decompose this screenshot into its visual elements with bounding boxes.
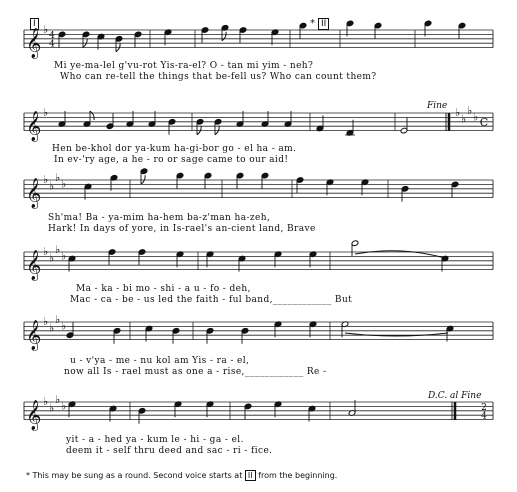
lyric-english-line-3: Hark! In days of yore, in Is-rael's an-cient land, Brave — [48, 224, 316, 234]
flat-icon: ♭ — [461, 112, 467, 126]
treble-clef-icon: 𝄞 — [26, 320, 42, 351]
lyric-hebrew-line-1: Mi ye-ma-lel g'vu-rot Yis-ra-el? O - tan mi yim - neh? — [54, 61, 314, 71]
flat-icon: ♭ — [49, 179, 55, 193]
time-signature-bottom: 4 — [481, 411, 487, 422]
time-signature-top: 4 — [49, 30, 55, 41]
footnote — [26, 471, 337, 480]
flat-icon: ♭ — [49, 251, 55, 265]
lyric-hebrew-line-6: yit - a - hed ya - kum le - hi - ga - el. — [66, 435, 244, 445]
flat-icon: ♭ — [473, 110, 479, 124]
fine-marking: Fine — [427, 101, 448, 111]
flat-icon: ♭ — [55, 312, 61, 326]
note-flag — [222, 32, 226, 41]
dc-al-fine-marking: D.C. al Fine — [428, 391, 482, 401]
flat-icon: ♭ — [55, 392, 61, 406]
rehearsal-mark-two: II — [318, 18, 329, 30]
treble-clef-icon: 𝄞 — [26, 400, 42, 431]
treble-clef-icon: 𝄞 — [26, 111, 42, 142]
flat-icon: ♭ — [55, 170, 61, 184]
flat-icon: ♭ — [455, 106, 461, 119]
flat-icon: ♭ — [61, 249, 67, 263]
footnote-text-before: This may be sung as a round. Second voice starts at — [32, 471, 243, 480]
footnote-asterisk: * — [26, 471, 30, 480]
flat-icon: ♭ — [43, 245, 49, 258]
time-signature-bottom: 4 — [49, 39, 55, 50]
flat-icon: ♭ — [43, 315, 49, 328]
common-time-icon: C — [479, 116, 489, 130]
treble-clef-icon: 𝄞 — [26, 250, 42, 281]
lyric-hebrew-line-3: Sh'ma! Ba - ya-mim ha-hem ba-z'man ha-zeh, — [48, 213, 271, 223]
flat-icon: ♭ — [61, 177, 67, 191]
treble-clef-icon: 𝄞 — [26, 178, 42, 209]
round-asterisk: * — [310, 18, 315, 29]
note-flag — [90, 111, 94, 120]
flat-icon: ♭ — [43, 173, 49, 186]
lyric-english-line-6: deem it - self thru deed and sac - ri - fice. — [66, 446, 273, 456]
treble-clef-icon: 𝄞 — [26, 28, 42, 59]
lyric-english-line-5: now all Is - rael must as one a - rise,____________ Re - — [64, 367, 327, 377]
flat-icon: ♭ — [43, 106, 49, 119]
lyric-hebrew-line-5: u - v'ya - me - nu kol am Yis - ra - el, — [70, 356, 250, 366]
flat-icon: ♭ — [61, 319, 67, 333]
flat-icon: ♭ — [43, 395, 49, 408]
time-signature-top: 2 — [481, 402, 487, 413]
lyric-english-line-1: Who can re-tell the things that be-fell us? Who can count them? — [60, 72, 377, 82]
flat-icon: ♭ — [467, 103, 473, 117]
lyric-hebrew-line-2: Hen be-khol dor ya-kum ha-gi-bor go - el ha - am. — [52, 144, 297, 154]
flat-icon: ♭ — [43, 23, 49, 36]
lyric-hebrew-line-4: Ma - ka - bi mo - shi - a u - fo - deh, — [76, 284, 251, 294]
flat-icon: ♭ — [49, 401, 55, 415]
flat-icon: ♭ — [55, 242, 61, 256]
flat-icon: ♭ — [61, 399, 67, 413]
flat-icon: ♭ — [49, 321, 55, 335]
rehearsal-mark-one: I — [30, 18, 39, 30]
lyric-english-line-2: In ev-'ry age, a he - ro or sage came to our aid! — [54, 155, 289, 165]
footnote-text-after: from the beginning. — [258, 471, 338, 480]
lyric-english-line-4: Mac - ca - be - us led the faith - ful band,____________ But — [70, 295, 353, 305]
footnote-box-label: II — [245, 470, 256, 481]
